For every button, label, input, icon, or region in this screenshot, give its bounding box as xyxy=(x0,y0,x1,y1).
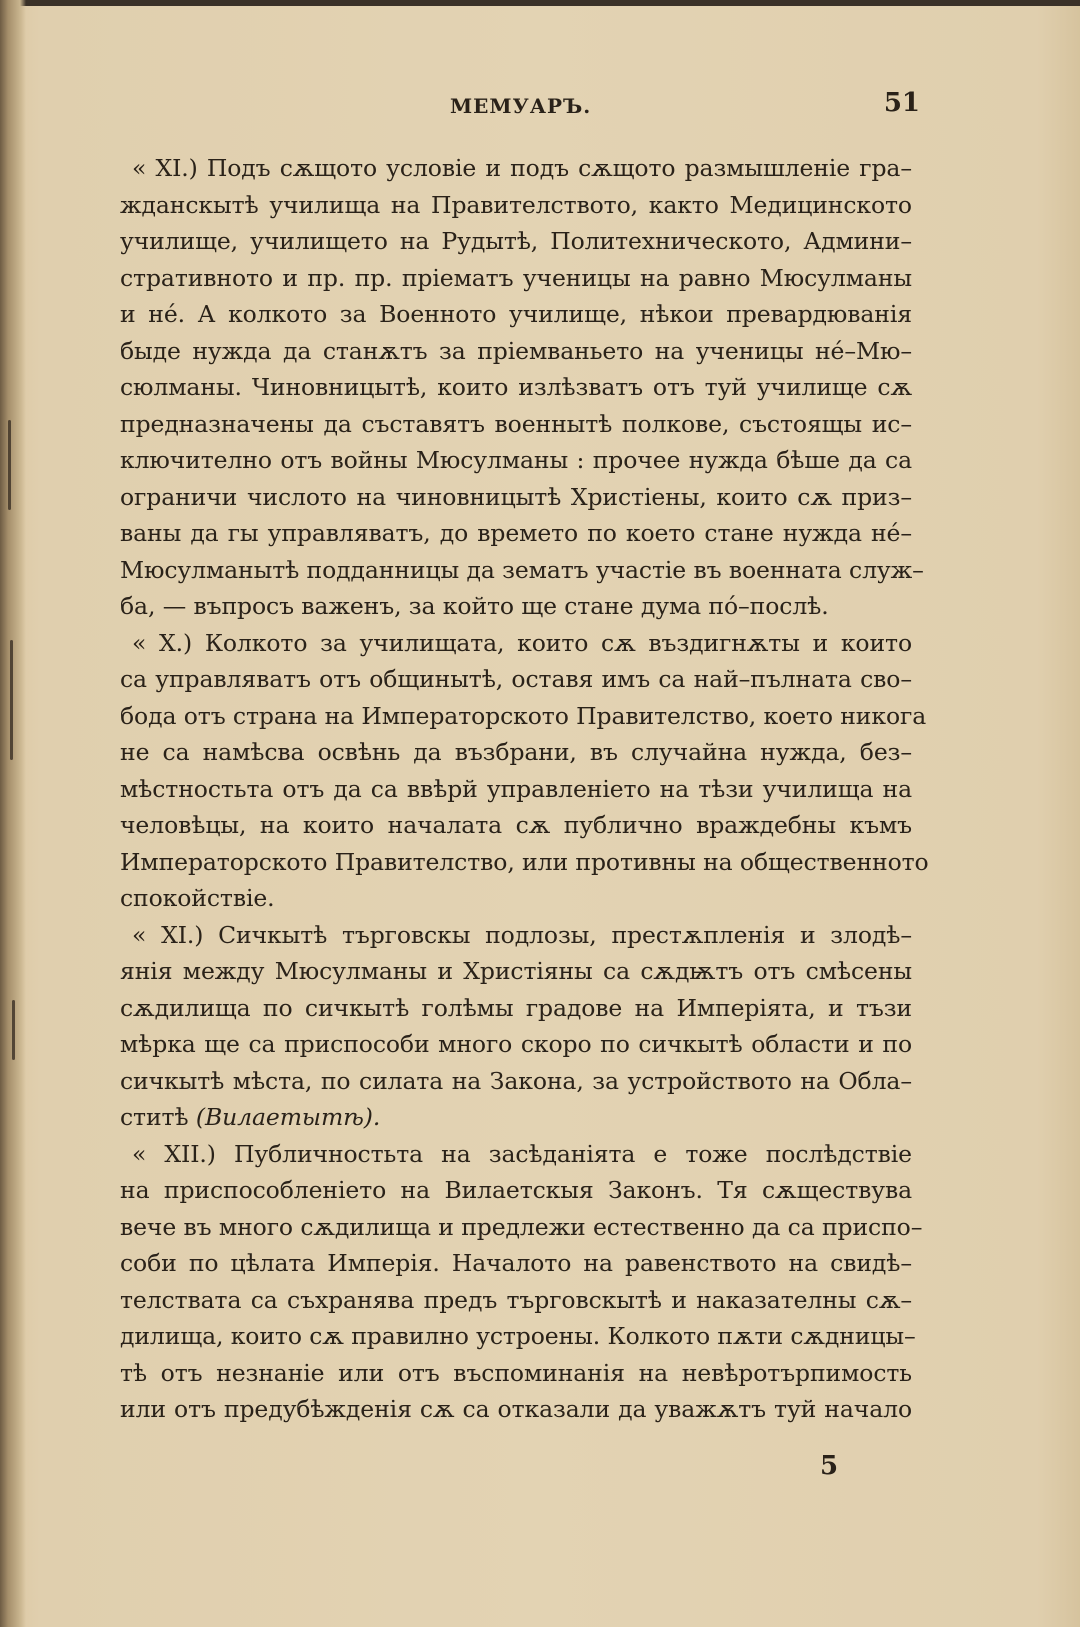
book-spine-shadow xyxy=(0,0,26,1627)
text-line: стративното и пр. пр. пріематъ ученицы на равно Мюсулманы xyxy=(120,263,912,292)
text-line: Мюсулманытѣ подданницы да зематъ участіе въ военната служ– xyxy=(120,555,924,584)
margin-ink-mark xyxy=(8,420,11,510)
text-line: бода отъ страна на Императорското Правителство, което никога xyxy=(120,701,927,730)
page-body xyxy=(120,150,929,1428)
page-header xyxy=(120,88,920,128)
text-line: предназначены да съставятъ военнытѣ полкове, състоящы ис– xyxy=(120,409,912,438)
text-line: ваны да гы управляватъ, до времето по което стане нужда не́– xyxy=(120,519,912,547)
text-line: Императорското Правителство, или противны на общественното xyxy=(120,847,929,876)
text-line: тѣ отъ незнаніе или отъ въспоминанія на невѣротърпимость xyxy=(120,1358,912,1387)
text-line: ключително отъ войны Мюсулманы : прочее нужда бѣше да са xyxy=(120,446,912,474)
text-line: мѣрка ще са приспособи много скоро по сичкытѣ области и по xyxy=(120,1030,912,1058)
text-line: быде нужда да станѫтъ за пріемваньето на ученицы не́–Мю– xyxy=(120,336,912,365)
paragraph-xi-courts xyxy=(120,917,912,1136)
text-line: или отъ предубѣжденія сѫ са отказали да уважѫтъ туй начало xyxy=(120,1395,912,1423)
text-line: училище, училището на Рудытѣ, Политехническото, Админи– xyxy=(120,227,912,255)
text-line: ба, — въпросъ важенъ, за който ще стане дума по́–послѣ. xyxy=(120,592,829,620)
text-line: на приспособленіето на Вилаетскыя Законъ. Тя сѫществува xyxy=(120,1176,912,1204)
italic-term: (Вилаетытѣ). xyxy=(195,1103,381,1131)
text-line: жданскытѣ училища на Правителството, както Медицинското xyxy=(120,190,912,219)
text-line: ограничи числото на чиновницытѣ Христіены, които сѫ приз– xyxy=(120,482,912,511)
text-line: не са намѣсва освѣнь да възбрани, въ случайна нужда, без– xyxy=(120,738,912,766)
running-title: МЕМУАРЪ. xyxy=(450,94,592,118)
text-line: мѣстностьта отъ да са ввѣрй управленіето на тѣзи училища на xyxy=(120,774,912,803)
text-line: ститѣ (Вилаетытѣ). xyxy=(120,1103,381,1131)
text-line: вече въ много сѫдилища и предлежи естественно да са приспо– xyxy=(120,1212,923,1241)
text-line: янія между Мюсулманы и Христіяны са сѫдѭтъ отъ смѣсены xyxy=(120,957,912,985)
text-line: сѫдилища по сичкытѣ голѣмы градове на Имперіята, и тъзи xyxy=(120,993,912,1022)
signature-mark: 5 xyxy=(820,1451,839,1481)
text-line: « XI.) Сичкытѣ търговскы подлозы, престѫпленія и злодѣ– xyxy=(132,920,912,949)
text-line: соби по цѣлата Имперія. Началото на равенството на свидѣ– xyxy=(120,1249,912,1277)
text-line: и не́. А колкото за Военното училище, нѣкои превардюванія xyxy=(120,300,912,328)
text-line: человѣцы, на които началата сѫ публично враждебны къмъ xyxy=(120,811,912,839)
page-number: 51 xyxy=(883,88,920,118)
text-line: сюлманы. Чиновницытѣ, които излѣзватъ отъ туй училище сѫ xyxy=(120,373,912,401)
text-line: спокойствіе. xyxy=(120,884,275,912)
paragraph-xi-schools xyxy=(120,150,924,625)
margin-ink-mark xyxy=(10,640,13,760)
margin-ink-mark xyxy=(12,1000,15,1060)
page-top-edge xyxy=(0,0,1080,6)
paragraph-x-community-schools xyxy=(120,625,929,917)
text-line: « XI.) Подъ сѫщото условіе и подъ сѫщото размышленіе гра– xyxy=(132,154,912,182)
text-line: телствата са съхранява предъ търговскытѣ и наказателны сѫ– xyxy=(120,1285,912,1314)
text-line: дилища, които сѫ правилно устроены. Колкото пѫти сѫдницы– xyxy=(120,1322,916,1350)
text-line: са управляватъ отъ общинытѣ, оставя имъ са най–пълната сво– xyxy=(120,665,912,693)
text-line: « X.) Колкото за училищата, които сѫ въздигнѫты и които xyxy=(132,628,912,657)
paragraph-xii-publicity xyxy=(120,1136,923,1428)
text-line: сичкытѣ мѣста, по силата на Закона, за устройството на Обла– xyxy=(120,1066,912,1095)
text-line: « XII.) Публичностьта на засѣданіята е тоже послѣдствіе xyxy=(132,1139,912,1168)
